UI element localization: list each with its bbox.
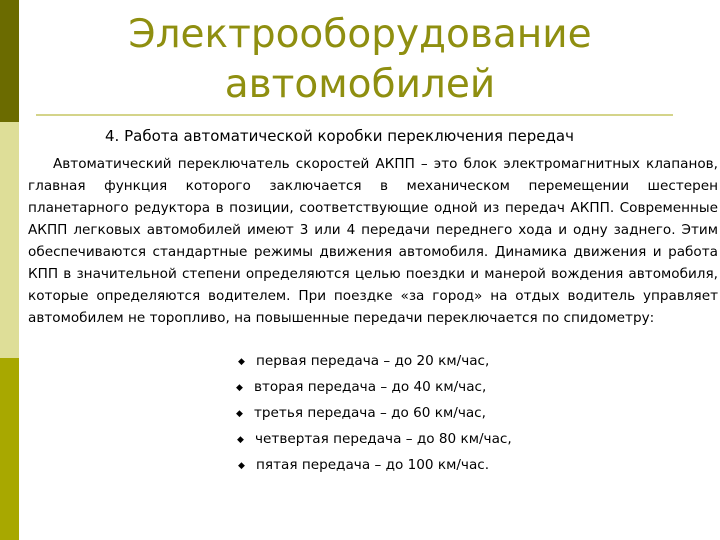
sidebar-stripe-bottom [0, 358, 19, 540]
diamond-bullet-icon: ◆ [238, 357, 245, 367]
list-item [236, 402, 486, 425]
section-heading: 4. Работа автоматической коробки переключения передач [105, 127, 574, 145]
list-item [238, 454, 489, 477]
list-item-text: четвертая передача – до 80 км/час, [255, 431, 512, 447]
slide-title: Электрооборудование автомобилей [128, 12, 592, 107]
body-text [28, 153, 718, 329]
list-item-text: третья передача – до 60 км/час, [254, 405, 486, 421]
diamond-bullet-icon: ◆ [236, 409, 243, 419]
list-item [236, 376, 486, 399]
sidebar-stripe-middle [0, 122, 19, 358]
list-item [237, 428, 512, 451]
body-paragraph: Автоматический переключатель скоростей АКПП – это блок электромагнитных клапанов, главная функция которого заключается в механическом перемещении шестерен планетарного редуктора в позиции, соответствующие одной из передач АКПП. Современные АКПП легковых автомобилей имеют 3 или 4 передачи переднего хода и одну заднего. Этим обеспечиваются стандартные режимы движения автомобиля. Динамика движения и работа КПП в значительной степени определяются целью поездки и манерой вождения автомобиля, которые определяются водителем. При поездке «за город» на отдых водитель управляет автомобилем не торопливо, на повышенные передачи переключается по спидометру: [28, 156, 718, 326]
sidebar-stripe-top [0, 0, 19, 122]
diamond-bullet-icon: ◆ [238, 461, 245, 471]
title-divider [36, 114, 673, 116]
list-item-text: пятая передача – до 100 км/час. [256, 457, 490, 473]
list-item-text: вторая передача – до 40 км/час, [254, 379, 487, 395]
list-item [238, 350, 489, 373]
diamond-bullet-icon: ◆ [236, 383, 243, 393]
list-item-text: первая передача – до 20 км/час, [256, 353, 490, 369]
diamond-bullet-icon: ◆ [237, 435, 244, 445]
